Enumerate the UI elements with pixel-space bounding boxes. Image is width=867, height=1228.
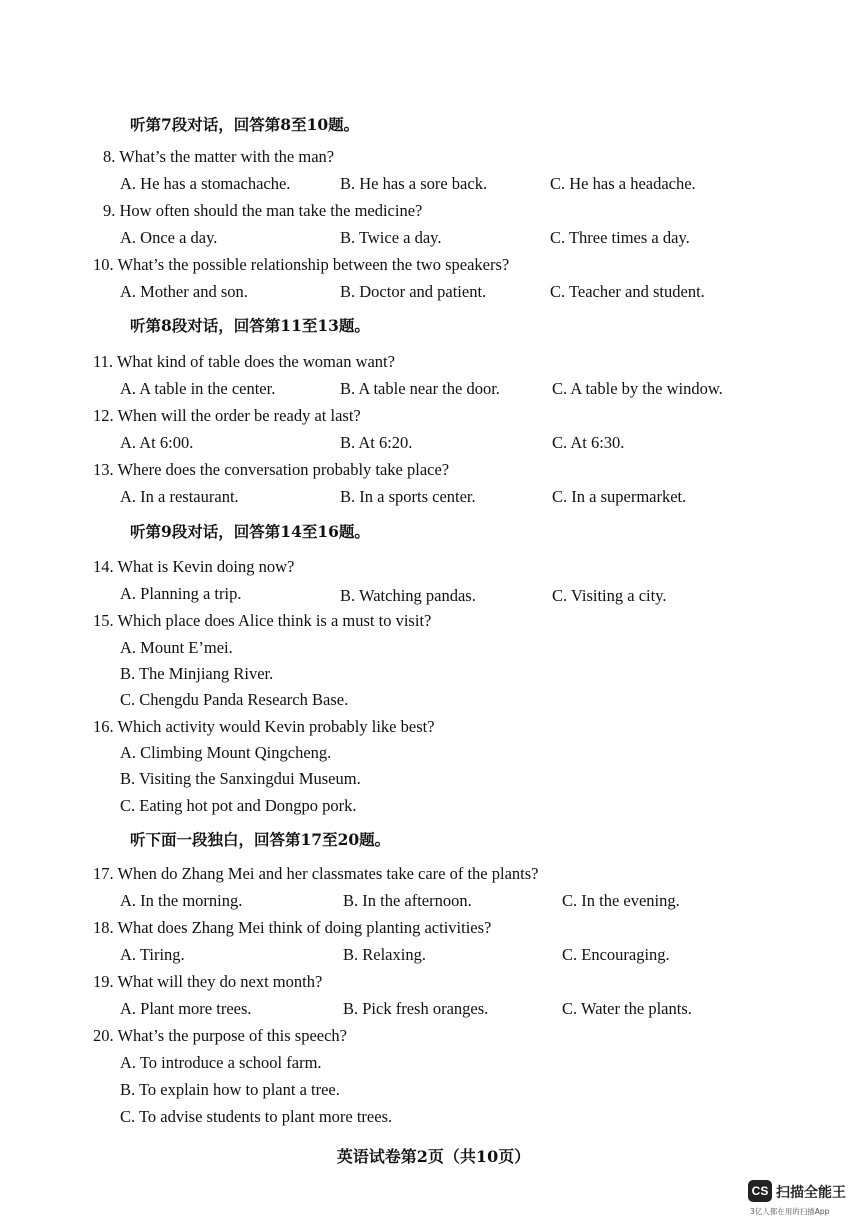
option-12c: C. At 6:30. [552, 433, 625, 452]
option-14b: B. Watching pandas. [340, 586, 476, 605]
option-11c: C. A table by the window. [552, 379, 723, 398]
option-12a: A. At 6:00. [120, 433, 194, 452]
question-8: 8. What’s the matter with the man? [103, 147, 335, 166]
option-15c: C. Chengdu Panda Research Base. [120, 690, 349, 709]
option-15b: B. The Minjiang River. [120, 664, 274, 683]
option-16a: A. Climbing Mount Qingcheng. [120, 743, 332, 762]
option-8c: C. He has a headache. [550, 174, 696, 193]
option-19a: A. Plant more trees. [120, 999, 252, 1018]
question-18: 18. What does Zhang Mei think of doing planting activities? [93, 918, 492, 937]
question-11: 11. What kind of table does the woman want? [93, 352, 395, 371]
question-17: 17. When do Zhang Mei and her classmates take care of the plants? [93, 864, 539, 883]
option-10b: B. Doctor and patient. [340, 282, 487, 301]
option-18c: C. Encouraging. [562, 945, 670, 964]
watermark-tagline: 3亿人都在用的扫描App [750, 1207, 830, 1216]
option-10a: A. Mother and son. [120, 282, 248, 301]
option-16c: C. Eating hot pot and Dongpo pork. [120, 796, 357, 815]
option-17c: C. In the evening. [562, 891, 680, 910]
option-11a: A. A table in the center. [120, 379, 276, 398]
question-12: 12. When will the order be ready at last? [93, 406, 361, 425]
question-15: 15. Which place does Alice think is a must to visit? [93, 611, 432, 630]
option-10c: C. Teacher and student. [550, 282, 705, 301]
option-14a: A. Planning a trip. [120, 584, 242, 603]
camscanner-watermark [748, 1180, 860, 1220]
option-13a: A. In a restaurant. [120, 487, 239, 506]
option-8b: B. He has a sore back. [340, 174, 488, 193]
camscanner-logo-icon: CS [748, 1180, 772, 1202]
option-20a: A. To introduce a school farm. [120, 1053, 322, 1072]
option-19c: C. Water the plants. [562, 999, 692, 1018]
question-20: 20. What’s the purpose of this speech? [93, 1026, 348, 1045]
option-20b: B. To explain how to plant a tree. [120, 1080, 340, 1099]
page-footer: 英语试卷第2页（共10页） [336, 1147, 531, 1166]
question-13: 13. Where does the conversation probably take place? [93, 460, 450, 479]
option-18a: A. Tiring. [120, 945, 185, 964]
option-9b: B. Twice a day. [340, 228, 442, 247]
option-20c: C. To advise students to plant more trees. [120, 1107, 393, 1126]
option-15a: A. Mount E’mei. [120, 638, 233, 657]
watermark-app-name: 扫描全能王 [776, 1185, 846, 1201]
option-13c: C. In a supermarket. [552, 487, 687, 506]
question-9: 9. How often should the man take the medicine? [103, 201, 423, 220]
section-heading-8: 听第8段对话，回答第11至13题。 [130, 316, 370, 335]
option-9a: A. Once a day. [120, 228, 218, 247]
option-16b: B. Visiting the Sanxingdui Museum. [120, 769, 361, 788]
option-17b: B. In the afternoon. [343, 891, 472, 910]
question-14: 14. What is Kevin doing now? [93, 557, 295, 576]
option-12b: B. At 6:20. [340, 433, 413, 452]
option-13b: B. In a sports center. [340, 487, 476, 506]
question-19: 19. What will they do next month? [93, 972, 323, 991]
question-16: 16. Which activity would Kevin probably like best? [93, 717, 435, 736]
option-8a: A. He has a stomachache. [120, 174, 291, 193]
option-19b: B. Pick fresh oranges. [343, 999, 489, 1018]
option-18b: B. Relaxing. [343, 945, 426, 964]
question-10: 10. What’s the possible relationship between the two speakers? [93, 255, 510, 274]
section-heading-10: 听下面一段独白，回答第17至20题。 [130, 830, 391, 849]
option-11b: B. A table near the door. [340, 379, 500, 398]
option-9c: C. Three times a day. [550, 228, 690, 247]
section-heading-7: 听第7段对话，回答第8至10题。 [130, 115, 360, 134]
section-heading-9: 听第9段对话，回答第14至16题。 [130, 522, 370, 541]
option-17a: A. In the morning. [120, 891, 243, 910]
option-14c: C. Visiting a city. [552, 586, 667, 605]
